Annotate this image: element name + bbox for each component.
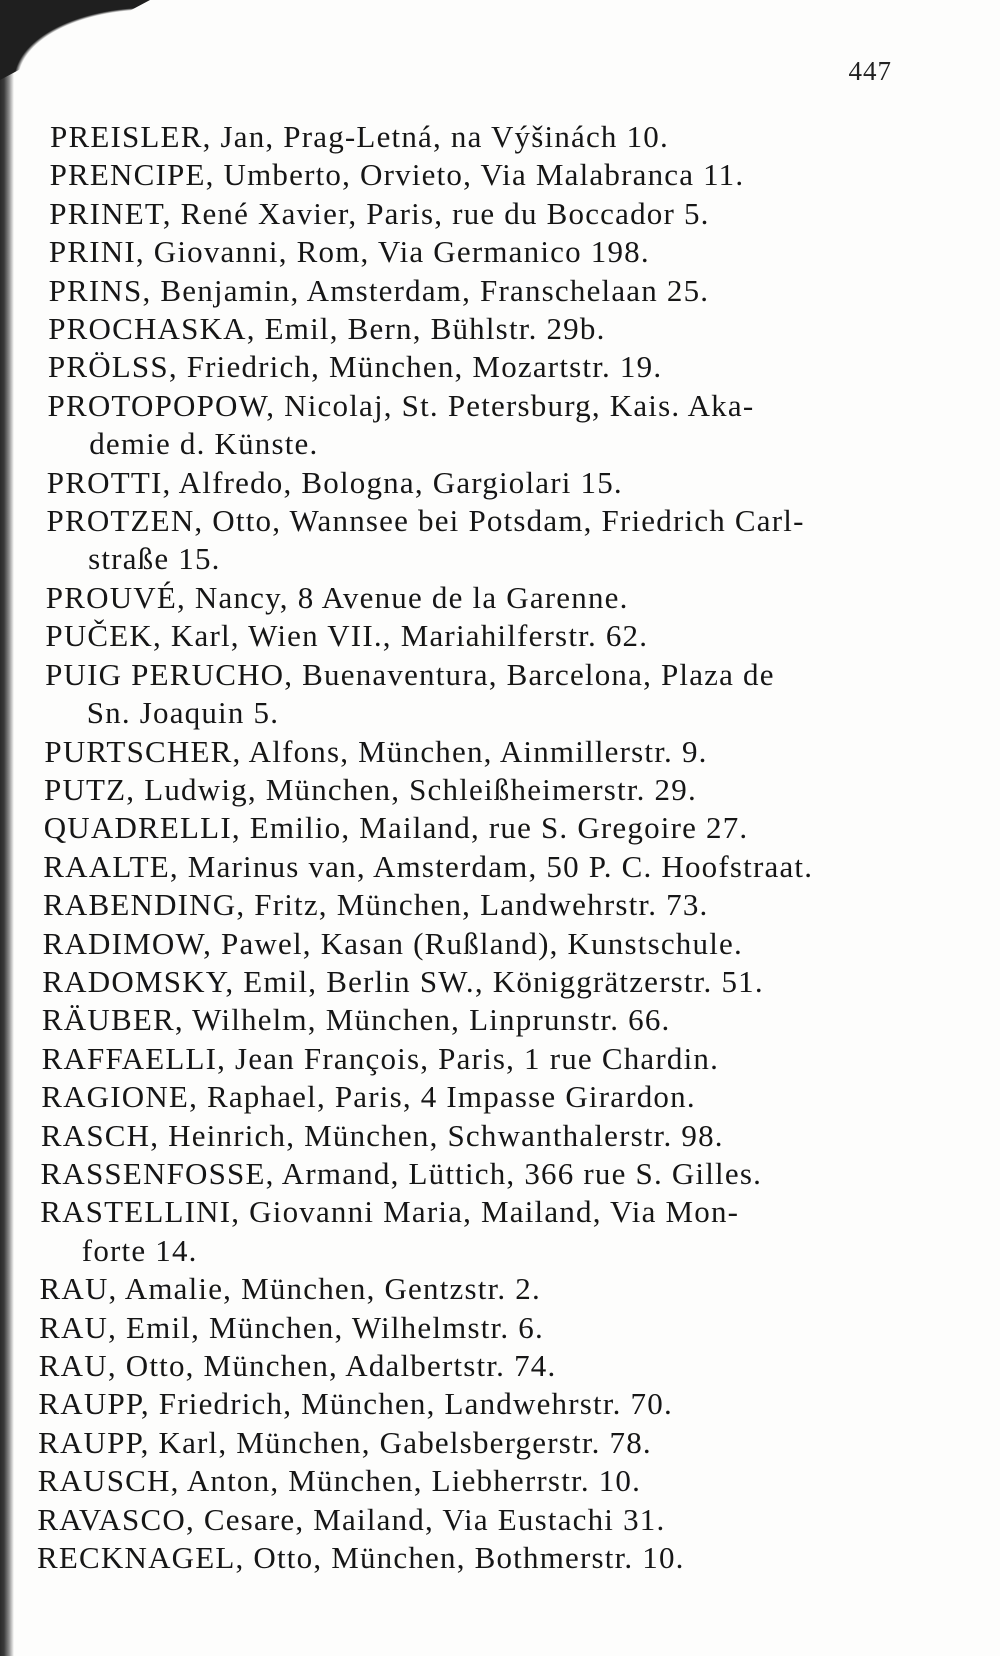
entry-line: RAUPP, Friedrich, München, Landwehrstr. 70. bbox=[38, 1386, 673, 1422]
directory-entry bbox=[0, 848, 1000, 886]
directory-entry bbox=[0, 195, 1000, 233]
directory-entry bbox=[0, 579, 1000, 617]
entry-line: PURTSCHER, Alfons, München, Ainmillerstr. 9. bbox=[44, 733, 708, 769]
directory-entry bbox=[0, 348, 1000, 386]
entry-line: PRÖLSS, Friedrich, München, Mozartstr. 19. bbox=[47, 349, 663, 385]
directory-entry bbox=[0, 733, 1000, 771]
directory-entry bbox=[0, 502, 1000, 579]
entry-continuation-line: straße 15. bbox=[88, 541, 221, 577]
entry-line: RAUPP, Karl, München, Gabelsbergerstr. 78. bbox=[38, 1424, 652, 1460]
entry-line: RAU, Otto, München, Adalbertstr. 74. bbox=[38, 1348, 557, 1383]
directory-entry bbox=[0, 1424, 1000, 1462]
directory-entry bbox=[0, 1309, 1000, 1347]
entry-line: PUTZ, Ludwig, München, Schleißheimerstr. 29. bbox=[44, 771, 697, 807]
entry-line: RAVASCO, Cesare, Mailand, Via Eustachi 31. bbox=[37, 1501, 666, 1537]
entry-line: RAUSCH, Anton, München, Liebherrstr. 10. bbox=[37, 1463, 642, 1499]
directory-entry bbox=[0, 272, 1000, 310]
entry-continuation-line: forte 14. bbox=[81, 1232, 198, 1268]
directory-entry bbox=[0, 809, 1000, 847]
entry-line: PROTTI, Alfredo, Bologna, Gargiolari 15. bbox=[46, 464, 623, 500]
entry-line: PROUVÉ, Nancy, 8 Avenue de la Garenne. bbox=[45, 579, 629, 615]
directory-entry bbox=[0, 233, 1000, 271]
entry-continuation-line: demie d. Künste. bbox=[89, 426, 319, 462]
page-corner-shadow bbox=[0, 0, 150, 80]
entry-line: PRINS, Benjamin, Amsterdam, Franschelaan 25. bbox=[48, 272, 710, 308]
entry-line: PRINET, René Xavier, Paris, rue du Boccador 5. bbox=[49, 195, 710, 231]
entry-line: RABENDING, Fritz, München, Landwehrstr. 73. bbox=[43, 887, 709, 923]
entry-line: RAU, Amalie, München, Gentzstr. 2. bbox=[39, 1271, 541, 1307]
directory-entry bbox=[0, 1501, 1000, 1539]
directory-entry bbox=[0, 1155, 1000, 1193]
entry-line: PUIG PERUCHO, Buenaventura, Barcelona, Plaza de bbox=[45, 656, 775, 692]
entry-line: PREISLER, Jan, Prag-Letná, na Výšinách 10. bbox=[50, 119, 669, 154]
directory-entry bbox=[0, 1078, 1000, 1116]
entry-line: RASTELLINI, Giovanni Maria, Mailand, Via Mon- bbox=[40, 1194, 740, 1230]
entry-line: QUADRELLI, Emilio, Mailand, rue S. Gregoire 27. bbox=[43, 810, 749, 846]
entry-line: RÄUBER, Wilhelm, München, Linprunstr. 66. bbox=[41, 1002, 671, 1038]
directory-entry bbox=[0, 118, 1000, 156]
directory-entry bbox=[0, 1347, 1000, 1385]
directory-entry bbox=[0, 771, 1000, 809]
directory-entry bbox=[0, 464, 1000, 502]
entry-line: PRINI, Giovanni, Rom, Via Germanico 198. bbox=[48, 234, 650, 270]
entry-line: RADOMSKY, Emil, Berlin SW., Königgrätzerstr. 51. bbox=[42, 963, 764, 999]
directory-entry bbox=[0, 617, 1000, 655]
entry-continuation-line: Sn. Joaquin 5. bbox=[86, 695, 280, 731]
directory-entry bbox=[0, 1040, 1000, 1078]
entry-line: RASCH, Heinrich, München, Schwanthalerstr. 98. bbox=[40, 1117, 724, 1153]
entry-line: RECKNAGEL, Otto, München, Bothmerstr. 10. bbox=[37, 1540, 685, 1576]
directory-entry bbox=[0, 963, 1000, 1001]
directory-entry bbox=[0, 1270, 1000, 1308]
entry-line: RAALTE, Marinus van, Amsterdam, 50 P. C. Hoofstraat. bbox=[43, 848, 814, 884]
directory-entry bbox=[0, 156, 1000, 194]
directory-entry bbox=[0, 1001, 1000, 1039]
directory-entry bbox=[0, 886, 1000, 924]
entry-line: RAU, Emil, München, Wilhelmstr. 6. bbox=[39, 1309, 544, 1345]
entry-line: RAGIONE, Raphael, Paris, 4 Impasse Girardon. bbox=[41, 1079, 696, 1115]
entry-line: PROCHASKA, Emil, Bern, Bühlstr. 29b. bbox=[48, 311, 606, 347]
directory-entry bbox=[0, 310, 1000, 348]
entry-line: PRENCIPE, Umberto, Orvieto, Via Malabranca 11. bbox=[49, 157, 745, 193]
directory-entry bbox=[0, 387, 1000, 464]
page-number: 447 bbox=[848, 56, 892, 86]
directory-entry bbox=[0, 1462, 1000, 1500]
directory-entry bbox=[0, 1539, 1000, 1577]
directory-entry bbox=[0, 1117, 1000, 1155]
address-directory-list bbox=[0, 118, 1000, 1577]
entry-line: PROTZEN, Otto, Wannsee bei Potsdam, Friedrich Carl- bbox=[46, 503, 805, 539]
entry-line: PUČEK, Karl, Wien VII., Mariahilferstr. 62. bbox=[45, 618, 649, 654]
entry-line: RADIMOW, Pawel, Kasan (Rußland), Kunstschule. bbox=[42, 925, 743, 961]
directory-entry bbox=[0, 925, 1000, 963]
entry-line: RASSENFOSSE, Armand, Lüttich, 366 rue S. Gilles. bbox=[40, 1155, 763, 1191]
directory-entry bbox=[0, 656, 1000, 733]
entry-line: RAFFAELLI, Jean François, Paris, 1 rue Chardin. bbox=[41, 1040, 720, 1076]
entry-line: PROTOPOPOW, Nicolaj, St. Petersburg, Kais. Aka- bbox=[47, 387, 755, 423]
directory-entry bbox=[0, 1193, 1000, 1270]
directory-entry bbox=[0, 1385, 1000, 1423]
